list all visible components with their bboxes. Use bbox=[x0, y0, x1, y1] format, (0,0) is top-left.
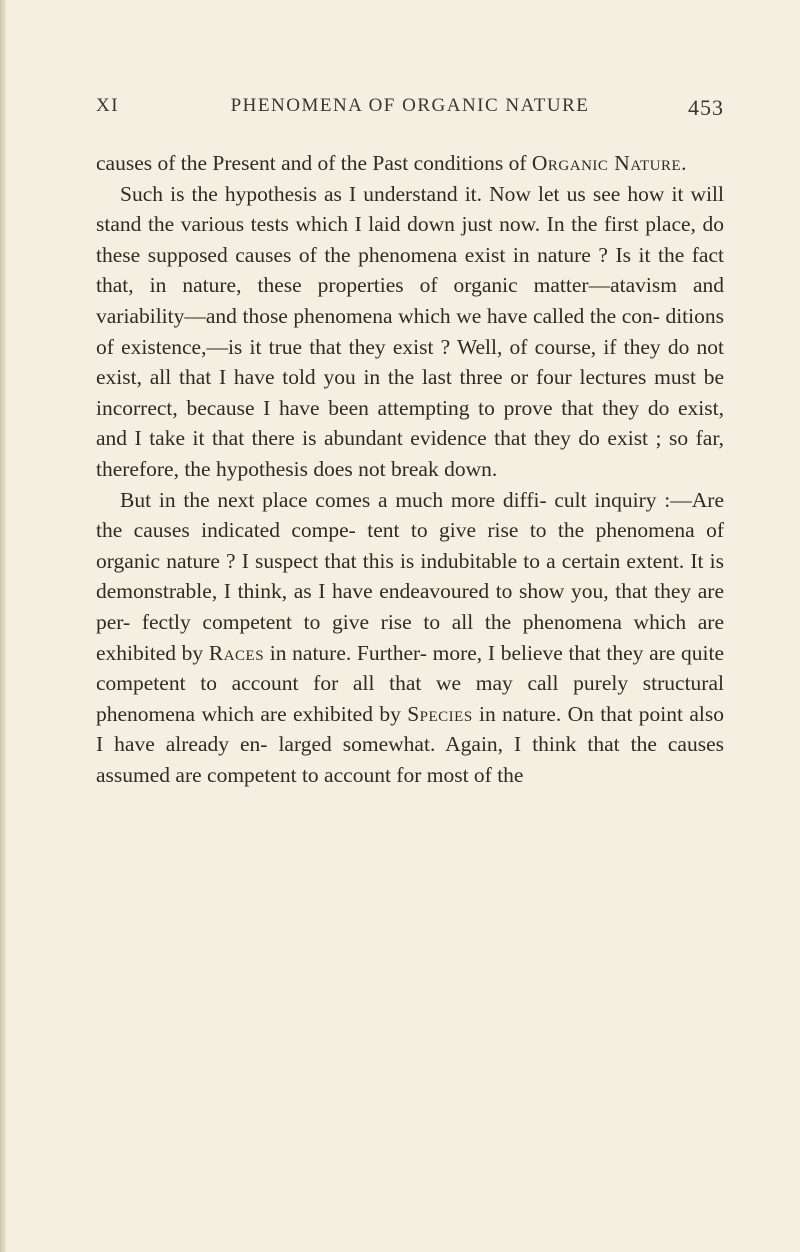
page-edge bbox=[0, 0, 6, 1252]
page-number: 453 bbox=[688, 95, 724, 120]
paragraph-1 bbox=[96, 148, 724, 179]
running-title: PHENOMENA OF ORGANIC NATURE bbox=[230, 95, 590, 116]
paragraph-3-text-c: in nature. On that point also I have already en- larged somewhat. Again, I think that the causes assumed are competent to account for most of the bbox=[96, 701, 724, 787]
paragraph-2-text: Such is the hypothesis as I understand it. Now let us see how it will stand the various tests which I laid down just now. In the first place, do these supposed causes of the phenomena exist in nature ? Is it the fact that, in nature, these properties of organic matter—atavism and variability—and those phenomena which we have called the con- ditions of existence,—is it true that they exist ? Well, of course, if they do not exist, all that I have told you in the last three or four lectures must be incorrect, because I have been attempting to prove that they do exist, and I take it that there is abundant evidence that they do exist ; so far, therefore, the hypothesis does not break down. bbox=[96, 181, 724, 481]
paragraph-3-text-a: But in the next place comes a much more diffi- cult inquiry :—Are the causes indicated compe- tent to give rise to the phenomena of organic nature ? I suspect that this is indubitable to a certain extent. It is demonstrable, I think, as I have endeavoured to show you, that they are per- fectly competent to give rise to all the phenomena which are exhibited by bbox=[96, 487, 724, 665]
paragraph-1-text: causes of the Present and of the Past conditions of bbox=[96, 151, 532, 175]
races-small-caps: Races bbox=[208, 640, 265, 665]
paragraph-3-text-b: in nature. Further- more, I believe that they are quite competent to account for all that we may call purely structural phenomena which are exhibited by bbox=[96, 640, 724, 726]
species-small-caps: Species bbox=[407, 701, 473, 726]
organic-nature-small-caps: Organic Nature. bbox=[531, 151, 688, 175]
chapter-number: XI bbox=[96, 95, 120, 116]
running-head bbox=[96, 95, 724, 125]
body-text bbox=[96, 148, 724, 790]
paragraph-3 bbox=[96, 485, 724, 791]
paragraph-2 bbox=[96, 179, 724, 485]
